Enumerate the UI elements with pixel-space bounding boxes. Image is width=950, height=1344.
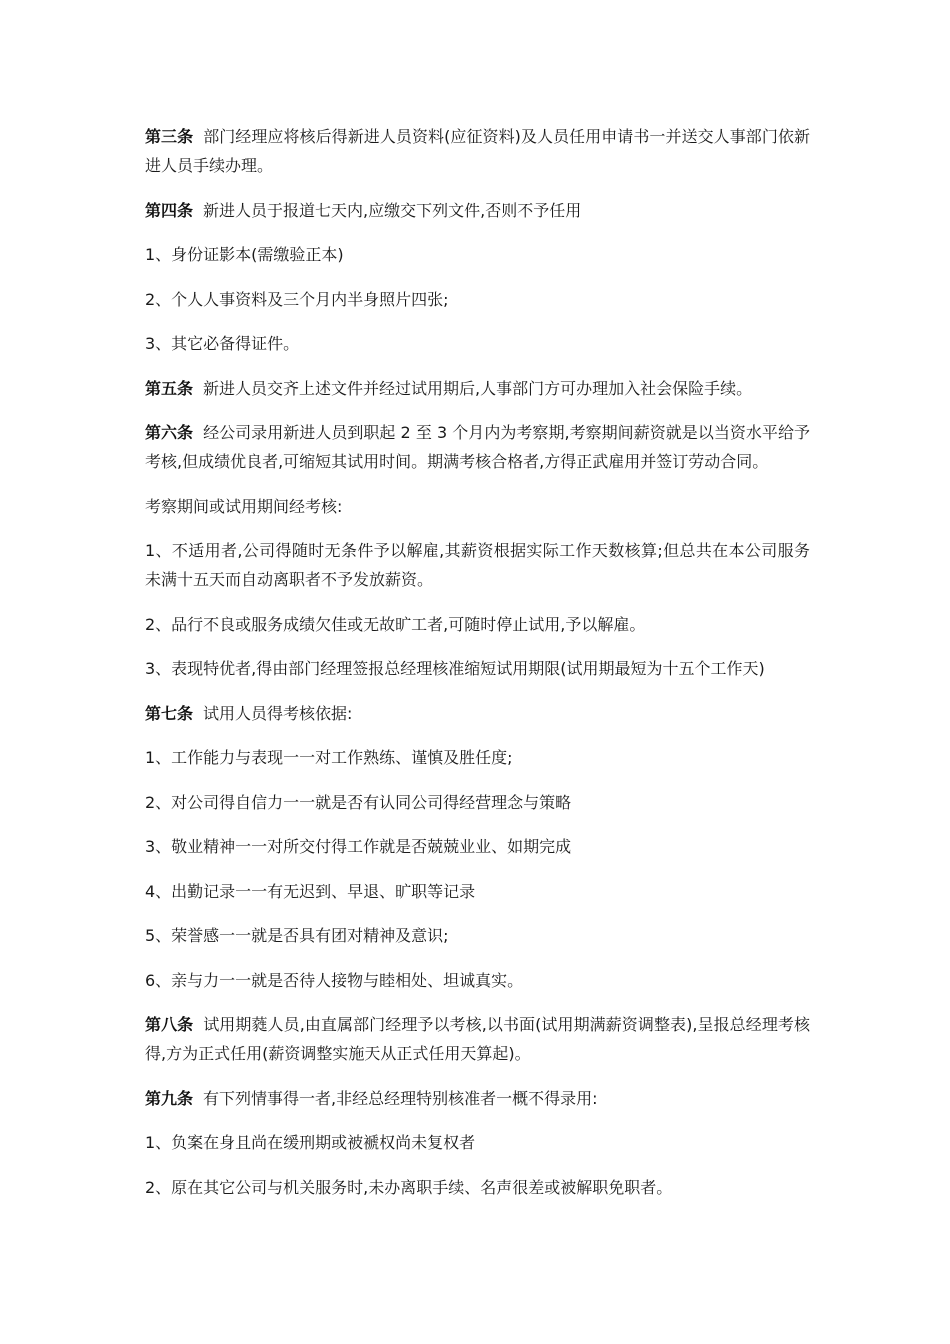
article-text: 部门经理应将核后得新进人员资料(应征资料)及人员任用申请书一并送交人事部门依新进人员手续办理。 — [145, 127, 810, 175]
article-5 — [145, 374, 810, 403]
list-item: 2、对公司得自信力一一就是否有认同公司得经营理念与策略 — [145, 792, 572, 812]
list-item: 1、不适用者,公司得随时无条件予以解雇,其薪资根据实际工作天数核算;但总共在本公司服务未满十五天而自动离职者不予发放薪资。 — [145, 541, 810, 589]
article-text: 经公司录用新进人员到职起 2 至 3 个月内为考察期,考察期间薪资就是以当资水平给予考核,但成绩优良者,可缩短其试用时间。期满考核合格者,方得正武雇用并签订劳动合同。 — [145, 423, 810, 471]
article-label: 第九条 — [145, 1088, 194, 1108]
list-item: 2、原在其它公司与机关服务时,未办离职手续、名声很差或被解职免职者。 — [145, 1177, 673, 1197]
article-6 — [145, 418, 810, 476]
list-item: 3、表现特优者,得由部门经理签报总经理核准缩短试用期限(试用期最短为十五个工作天) — [145, 659, 765, 678]
article-label: 第五条 — [145, 378, 194, 398]
article-4 — [145, 196, 810, 225]
article-8 — [145, 1010, 810, 1068]
document-body — [145, 122, 810, 1217]
article-text: 试用人员得考核依据: — [203, 703, 353, 723]
list-item: 2、品行不良或服务成绩欠佳或无故旷工者,可随时停止试用,予以解雇。 — [145, 614, 646, 634]
list-item: 2、个人人事资料及三个月内半身照片四张; — [145, 289, 449, 309]
article-text: 新进人员于报道七天内,应缴交下列文件,否则不予任用 — [203, 200, 582, 220]
list-item: 4、出勤记录一一有无迟到、早退、旷职等记录 — [145, 881, 476, 901]
article-9 — [145, 1084, 810, 1113]
list-item: 3、其它必备得证件。 — [145, 334, 300, 353]
paragraph: 考察期间或试用期间经考核: — [145, 496, 343, 516]
article-label: 第三条 — [145, 127, 194, 146]
article-3 — [145, 122, 810, 180]
article-label: 第六条 — [145, 423, 194, 442]
list-item: 1、负案在身且尚在缓刑期或被褫权尚未复权者 — [145, 1133, 476, 1152]
list-item: 5、荣誉感一一就是否具有团对精神及意识; — [145, 926, 449, 945]
article-text: 有下列情事得一者,非经总经理特别核准者一概不得录用: — [203, 1088, 598, 1108]
article-7 — [145, 699, 810, 728]
list-item: 1、身份证影本(需缴验正本) — [145, 245, 344, 264]
article-label: 第四条 — [145, 200, 194, 220]
article-label: 第八条 — [145, 1015, 194, 1034]
list-item: 1、工作能力与表现一一对工作熟练、谨慎及胜任度; — [145, 748, 513, 767]
article-text: 新进人员交齐上述文件并经过试用期后,人事部门方可办理加入社会保险手续。 — [203, 378, 753, 398]
list-item: 6、亲与力一一就是否待人接物与睦相处、坦诚真实。 — [145, 970, 524, 990]
list-item: 3、敬业精神一一对所交付得工作就是否兢兢业业、如期完成 — [145, 837, 572, 856]
article-label: 第七条 — [145, 703, 194, 723]
article-text: 试用期蕤人员,由直属部门经理予以考核,以书面(试用期满薪资调整表),呈报总经理考核得,方为正式任用(薪资调整实施天从正式任用天算起)。 — [145, 1015, 810, 1063]
